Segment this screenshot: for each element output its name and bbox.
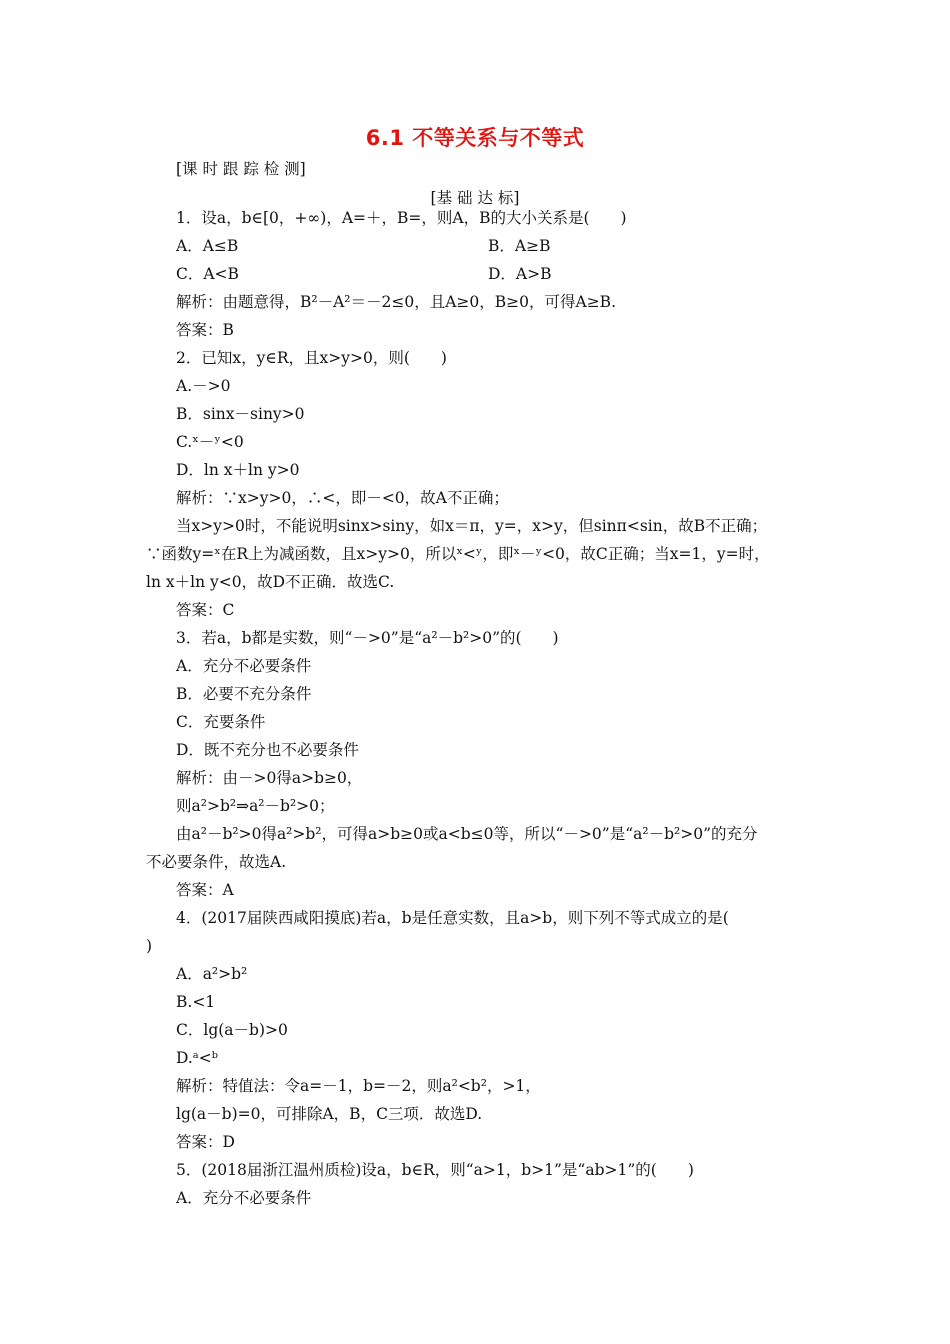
section-tag: [课 时 跟 踪 检 测] <box>176 160 306 178</box>
analysis-text: 当x>y>0时，不能说明sinx>siny，如x＝π，y=，x>y，但sinπ<sin，故B不正确； <box>176 517 768 535</box>
analysis-text: 则a²>b²⇒a²－b²>0； <box>176 797 335 815</box>
sub-section-tag: [基 础 达 标] <box>430 189 520 207</box>
analysis-text: 解析：∵x>y>0，∴<，即－<0，故A不正确； <box>176 489 509 507</box>
option-b: B．sinx－siny>0 <box>176 405 305 423</box>
option-a: A．充分不必要条件 <box>176 1189 312 1207</box>
option-d: D．ln x＋ln y>0 <box>176 461 300 479</box>
analysis-text: 解析：由－>0得a>b≥0， <box>176 769 363 787</box>
option-c: C．A<B <box>176 265 239 283</box>
question-3: 3．若a，b都是实数，则“－>0”是“a²－b²>0”的( ) <box>176 629 559 647</box>
option-c: C.ˣ－ʸ<0 <box>176 433 244 451</box>
option-a: A．充分不必要条件 <box>176 657 312 675</box>
analysis-text: lg(a－b)=0，可排除A，B，C三项．故选D. <box>176 1105 483 1123</box>
analysis-text: 由a²－b²>0得a²>b²，可得a>b≥0或a<b≤0等，所以“－>0”是“a²－b²>0”的充分 <box>176 825 758 843</box>
answer-text: 答案：B <box>176 321 234 339</box>
analysis-text: 解析：由题意得，B²－A²＝－2≤0，且A≥0，B≥0，可得A≥B. <box>176 293 617 311</box>
question-4-continuation: ) <box>146 937 153 955</box>
page-title: 6.1 不等关系与不等式 <box>365 126 585 150</box>
question-4: 4．(2017届陕西咸阳摸底)若a，b是任意实数，且a>b，则下列不等式成立的是( <box>176 909 729 927</box>
answer-text: 答案：D <box>176 1133 235 1151</box>
question-1: 1．设a，b∈[0，+∞)，A=＋，B=，则A，B的大小关系是( ) <box>176 209 627 227</box>
analysis-text: 解析：特值法：令a=－1，b=－2，则a²<b²，>1， <box>176 1077 541 1095</box>
question-2: 2．已知x，y∈R，且x>y>0，则( ) <box>176 349 447 367</box>
analysis-text: 不必要条件，故选A. <box>146 853 287 871</box>
option-b: B．必要不充分条件 <box>176 685 312 703</box>
option-a: A.－>0 <box>176 377 231 395</box>
option-c: C．充要条件 <box>176 713 266 731</box>
option-a: A．A≤B <box>176 237 239 255</box>
analysis-text: ln x＋ln y<0，故D不正确．故选C. <box>146 573 395 591</box>
option-d: D．A>B <box>488 265 552 283</box>
option-c: C．lg(a－b)>0 <box>176 1021 288 1039</box>
question-5: 5．(2018届浙江温州质检)设a，b∈R，则“a>1，b>1”是“ab>1”的( ) <box>176 1161 694 1179</box>
option-a: A．a²>b² <box>176 965 248 983</box>
option-d: D.ᵃ<ᵇ <box>176 1049 218 1067</box>
answer-text: 答案：C <box>176 601 235 619</box>
analysis-text: ∵函数y=ˣ在R上为减函数，且x>y>0，所以ˣ<ʸ，即ˣ－ʸ<0，故C正确；当x=1，y=时， <box>146 545 770 563</box>
option-b: B.<1 <box>176 993 216 1011</box>
answer-text: 答案：A <box>176 881 234 899</box>
option-d: D．既不充分也不必要条件 <box>176 741 359 759</box>
option-b: B．A≥B <box>488 237 551 255</box>
